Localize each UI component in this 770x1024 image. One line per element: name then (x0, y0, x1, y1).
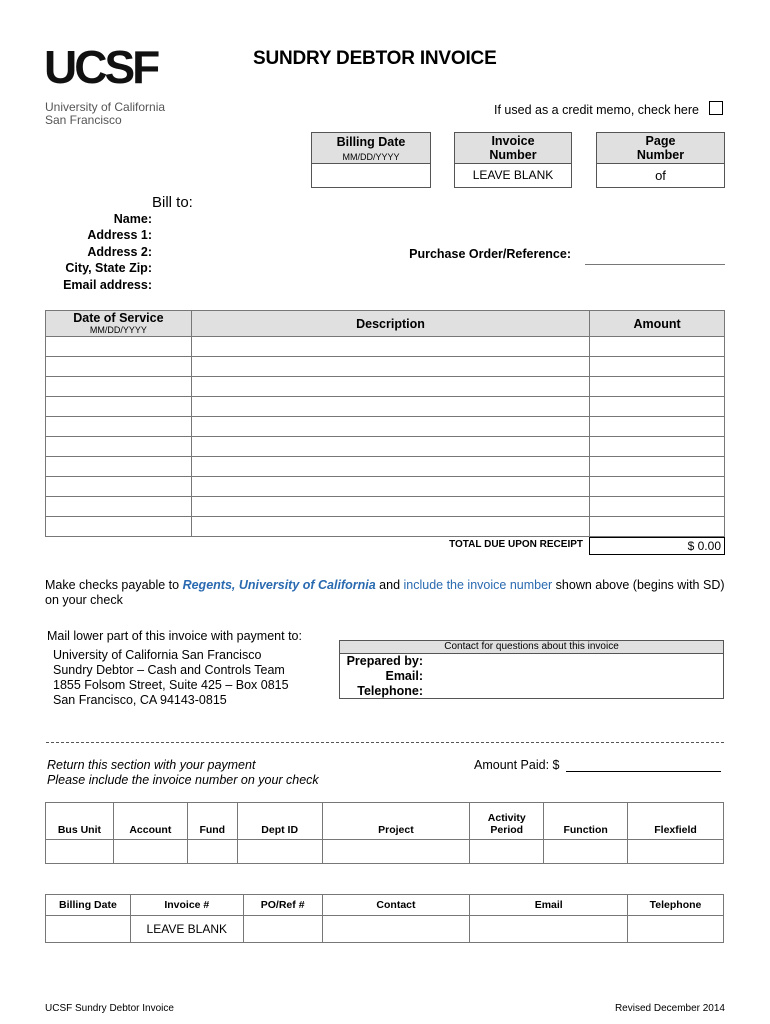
mail-intro: Mail lower part of this invoice with payment to: (47, 629, 302, 643)
remit-billing-date-header: Billing Date (46, 895, 131, 916)
billing-date-format: MM/DD/YYYY (342, 152, 400, 162)
contact-box (339, 640, 724, 699)
amount-cell[interactable] (590, 337, 725, 357)
amount-header: Amount (590, 311, 725, 337)
description-cell[interactable] (191, 457, 589, 477)
bus-unit-header: Bus Unit (46, 803, 114, 840)
description-header: Description (191, 311, 589, 337)
bill-to-labels (20, 211, 152, 293)
remit-billing-date-cell[interactable] (46, 916, 131, 943)
remit-table (45, 894, 724, 943)
invoice-number-label-1: Invoice (491, 134, 535, 148)
table-row[interactable] (46, 417, 192, 437)
project-header: Project (322, 803, 470, 840)
city-state-zip-label: City, State Zip: (65, 261, 152, 276)
footer-right: Revised December 2014 (614, 1003, 725, 1014)
return-line-2: Please include the invoice number on your check (47, 773, 319, 787)
billing-date-label: Billing Date (336, 135, 406, 149)
table-row[interactable] (46, 397, 192, 417)
dept-id-cell[interactable] (237, 840, 322, 864)
remit-email-header: Email (470, 895, 628, 916)
checks-payee: Regents, University of California (182, 578, 376, 592)
billing-date-input[interactable] (312, 164, 430, 187)
page-number-label-2: Number (636, 148, 685, 162)
mail-line-1: University of California San Francisco (53, 648, 262, 662)
cut-line (46, 742, 724, 743)
footer-left: UCSF Sundry Debtor Invoice (45, 1003, 174, 1014)
remit-po-cell[interactable] (243, 916, 322, 943)
account-cell[interactable] (113, 840, 187, 864)
amount-paid-field[interactable] (566, 771, 721, 772)
total-due-label: TOTAL DUE UPON RECEIPT (449, 539, 583, 550)
amount-cell[interactable] (590, 377, 725, 397)
address2-label: Address 2: (87, 244, 152, 259)
bill-to-heading: Bill to: (152, 194, 193, 211)
prepared-by-label: Prepared by: (346, 654, 423, 668)
line-items-table (45, 310, 725, 537)
logo-line-1: University of California (45, 100, 166, 114)
logo-subtitle (45, 101, 165, 127)
contact-telephone-label: Telephone: (357, 684, 423, 698)
table-row[interactable] (46, 337, 192, 357)
mail-address (53, 648, 289, 708)
page-title: SUNDRY DEBTOR INVOICE (253, 48, 497, 69)
function-header: Function (544, 803, 628, 840)
description-cell[interactable] (191, 397, 589, 417)
remit-invoice-header: Invoice # (130, 895, 243, 916)
table-row[interactable] (46, 377, 192, 397)
amount-cell[interactable] (590, 457, 725, 477)
contact-email-label: Email: (385, 669, 423, 683)
date-of-service-format: MM/DD/YYYY (89, 324, 147, 335)
contact-heading: Contact for questions about this invoice (340, 641, 723, 654)
remit-contact-cell[interactable] (322, 916, 470, 943)
amount-cell[interactable] (590, 397, 725, 417)
checks-mid: and (375, 578, 404, 592)
activity-label: Activity (487, 812, 526, 824)
purchase-order-field[interactable] (585, 264, 725, 265)
remit-po-header: PO/Ref # (243, 895, 322, 916)
checks-highlight: include the invoice number (403, 578, 553, 592)
amount-cell[interactable] (590, 497, 725, 517)
remit-email-cell[interactable] (470, 916, 628, 943)
contact-labels (340, 654, 423, 699)
invoice-number-value: LEAVE BLANK (472, 168, 554, 182)
bus-unit-cell[interactable] (46, 840, 114, 864)
name-label: Name: (113, 212, 152, 226)
page-number-value[interactable]: of (655, 168, 666, 183)
account-header: Account (113, 803, 187, 840)
amount-cell[interactable] (590, 517, 725, 537)
return-line-1: Return this section with your payment (47, 758, 256, 772)
credit-memo-checkbox[interactable] (709, 101, 723, 115)
description-cell[interactable] (191, 357, 589, 377)
checks-post: shown above (begins with SD) on your check (45, 578, 725, 607)
mail-line-3: 1855 Folsom Street, Suite 425 – Box 0815 (53, 678, 289, 692)
checks-pre: Make checks payable to (45, 578, 183, 592)
function-cell[interactable] (544, 840, 628, 864)
remit-telephone-cell[interactable] (628, 916, 724, 943)
table-row[interactable] (46, 357, 192, 377)
purchase-order-label: Purchase Order/Reference: (409, 247, 571, 261)
activity-period-cell[interactable] (470, 840, 544, 864)
description-cell[interactable] (191, 517, 589, 537)
remit-invoice-cell: LEAVE BLANK (130, 916, 243, 943)
total-due-value: $ 0.00 (589, 537, 725, 555)
coding-table (45, 802, 724, 864)
project-cell[interactable] (322, 840, 470, 864)
amount-cell[interactable] (590, 437, 725, 457)
description-cell[interactable] (191, 337, 589, 357)
activity-period-header (470, 803, 544, 840)
description-cell[interactable] (191, 417, 589, 437)
table-row[interactable] (46, 457, 192, 477)
flexfield-cell[interactable] (628, 840, 724, 864)
remit-telephone-header: Telephone (628, 895, 724, 916)
dept-id-header: Dept ID (237, 803, 322, 840)
description-cell[interactable] (191, 497, 589, 517)
table-row[interactable] (46, 477, 192, 497)
page-number-box (596, 132, 725, 188)
fund-cell[interactable] (187, 840, 237, 864)
billing-date-box (311, 132, 431, 188)
amount-cell[interactable] (590, 357, 725, 377)
credit-memo-label: If used as a credit memo, check here (494, 103, 699, 117)
email-address-label: Email address: (63, 277, 152, 292)
return-instructions (47, 758, 319, 788)
ucsf-logo: UCSF (44, 41, 158, 93)
description-cell[interactable] (191, 377, 589, 397)
period-label: Period (490, 824, 524, 836)
date-of-service-header (46, 311, 192, 337)
invoice-number-box (454, 132, 572, 188)
amount-cell[interactable] (590, 417, 725, 437)
date-of-service-label: Date of Service (73, 310, 164, 325)
flexfield-header: Flexfield (628, 803, 724, 840)
description-cell[interactable] (191, 437, 589, 457)
fund-header: Fund (187, 803, 237, 840)
mail-line-4: San Francisco, CA 94143-0815 (53, 693, 227, 707)
remit-contact-header: Contact (322, 895, 470, 916)
table-row[interactable] (46, 497, 192, 517)
amount-paid-label: Amount Paid: $ (474, 758, 560, 772)
address1-label: Address 1: (87, 228, 152, 243)
amount-cell[interactable] (590, 477, 725, 497)
mail-line-2: Sundry Debtor – Cash and Controls Team (53, 663, 285, 677)
page-number-label-1: Page (645, 134, 676, 148)
description-cell[interactable] (191, 477, 589, 497)
checks-payable-note (45, 578, 735, 608)
table-row[interactable] (46, 437, 192, 457)
invoice-number-label-2: Number (489, 148, 537, 162)
table-row[interactable] (46, 517, 192, 537)
logo-line-2: San Francisco (45, 113, 122, 127)
